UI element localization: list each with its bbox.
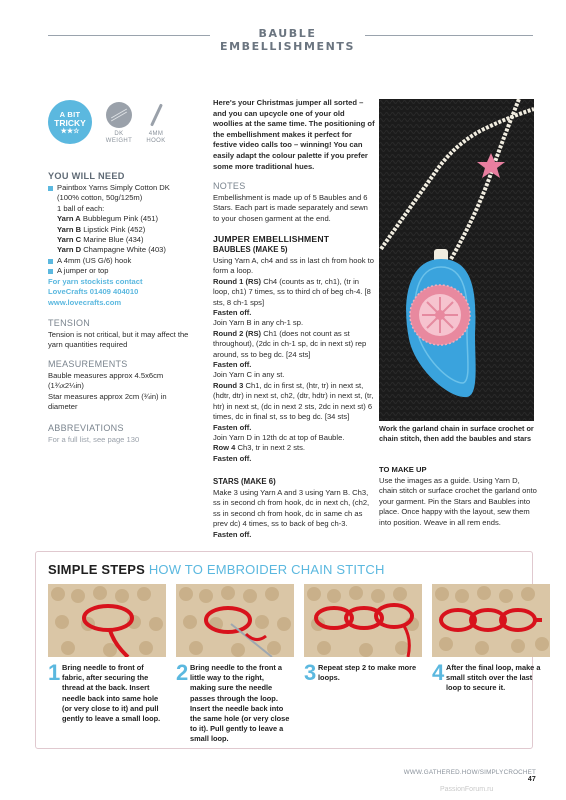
make-up-heading: TO MAKE UP	[379, 465, 427, 474]
round-2: Round 2 (RS) Ch1 (does not count as st throughout), (2dc in ch-1 sp, dc in next st) rep around, ss to beg dc. [24 sts]	[213, 328, 367, 359]
simple-steps-panel	[35, 551, 541, 749]
list-item: 1 ball of each:	[57, 203, 105, 213]
badge-line1: A BIT	[59, 110, 81, 119]
join-yarn-b: Join Yarn B in any ch-1 sp.	[213, 318, 304, 328]
crochet-hook-icon	[143, 102, 169, 128]
step-2-image	[176, 584, 294, 657]
page-footer	[400, 769, 536, 783]
step-2-text: Bring needle to the front a little way to the right, making sure the needle passes through the loop. Insert the needle back into the same hole (or very close to it). Pull gently to leave a small loop.	[190, 663, 290, 744]
step-1-image	[48, 584, 166, 657]
measurements-text: Bauble measures approx 4.5x6cm (1¾x2¼in) Star measures approx 2cm (¾in) in diameter	[48, 371, 167, 412]
fasten-off-3: Fasten off.	[213, 422, 252, 432]
footer-url[interactable]: WWW.GATHERED.HOW/SIMPLYCROCHET	[403, 769, 536, 776]
tension-heading: TENSION	[48, 318, 91, 328]
round-1: Round 1 (RS) Ch4 (counts as tr, ch1), (tr in loop, ch1) 7 times, ss to third ch of beg ch-4. [8 sts, 8 ch-1 sps]	[213, 276, 371, 307]
stars-fasten-off: Fasten off.	[213, 529, 252, 539]
step-3-text: Repeat step 2 to make more loops.	[318, 663, 417, 683]
bauble-illustration	[379, 99, 534, 421]
yarn-weight-label: DK WEIGHT	[105, 131, 133, 144]
stars-heading: STARS (MAKE 6)	[213, 477, 276, 486]
step-1-text: Bring needle to front of fabric, after securing the thread at the back. Insert needle back into same hole (or very close to it) and pull gently to leave a small loop.	[62, 663, 161, 724]
you-will-need-heading: YOU WILL NEED	[48, 171, 125, 181]
page-number: 47	[527, 776, 536, 783]
step-4-number: 4	[432, 660, 445, 685]
baubles-instructions	[213, 256, 376, 464]
difficulty-info	[48, 98, 208, 153]
yarn-c-item: Yarn C Marine Blue (434)	[57, 235, 144, 245]
baubles-heading: BAUBLES (MAKE 5)	[213, 245, 288, 254]
intro-text: Here's your Christmas jumper all sorted – and you can upcycle one of your old woollies at the same time. The positioning of the embellishment makes it perfect for festive video calls too – winning! You can easily adapt the colour palette if you prefer some more traditional hues.	[213, 98, 375, 171]
baubles-intro: Using Yarn A, ch4 and ss in last ch from hook to form a loop.	[213, 256, 374, 276]
list-item: A jumper or top	[48, 266, 208, 276]
stars-instructions	[213, 488, 376, 540]
star-rating-icon: ★★☆	[60, 128, 80, 135]
abbreviations-heading: ABBREVIATIONS	[48, 423, 124, 433]
row-4: Row 4 Ch3, tr in next 2 sts.	[213, 443, 306, 453]
materials-list	[48, 183, 208, 277]
step-3-image	[304, 584, 422, 657]
stockists-info	[48, 277, 208, 308]
page-header	[0, 25, 566, 53]
list-item: A 4mm (US G/6) hook	[48, 256, 208, 266]
notes-heading: NOTES	[213, 181, 246, 191]
header-rule-left	[48, 35, 210, 36]
notes-text: Embellishment is made up of 5 Baubles and 6 Stars. Each part is made separately and sewn to your chosen garment at the end.	[213, 193, 368, 223]
round-3: Round 3 Ch1, dc in first st, (htr, tr) in next st, (hdtr, dtr) in next st, ch2, (dtr, hdtr) in next st, (tr, htr) in next st, (dc in next 2 sts, 2dc in next st) 6 times, dc in final st, ss to beg dc. [34 sts]	[213, 380, 374, 422]
header-rule-right	[365, 35, 533, 36]
tension-text: Tension is not critical, but it may affect the yarn quantities required	[48, 330, 189, 350]
step-4-text: After the final loop, make a small stitch over the last loop to secure it.	[446, 663, 541, 693]
make-up-text: Use the images as a guide. Using Yarn D, chain stitch or surface crochet the garland onto your garment. Pin the Stars and Baubles into place. Once happy with the layout, sew them into position. Weave in all rem ends.	[379, 476, 537, 527]
fasten-off-1: Fasten off.	[213, 308, 252, 318]
photo-caption: Work the garland chain in surface crochet or chain stitch, then add the baubles and stars	[379, 424, 534, 443]
fasten-off-2: Fasten off.	[213, 360, 252, 370]
list-item: Paintbox Yarns Simply Cotton DK	[48, 183, 208, 193]
difficulty-badge	[48, 100, 92, 144]
jumper-heading: JUMPER EMBELLISHMENT	[213, 234, 330, 244]
simple-steps-title: SIMPLE STEPS HOW TO EMBROIDER CHAIN STITCH	[48, 562, 385, 577]
yarn-ball-icon	[106, 102, 132, 128]
bauble-photo	[379, 99, 534, 421]
join-yarn-c: Join Yarn C in any st.	[213, 370, 285, 380]
watermark: PassionForum.ru	[440, 786, 494, 793]
fasten-off-4: Fasten off.	[213, 453, 252, 463]
hook-size-label: 4MM HOOK	[146, 131, 166, 144]
step-4-image	[432, 584, 550, 657]
bauble-centre-dot	[435, 310, 445, 320]
stockists-phone: LoveCrafts 01409 404010	[48, 287, 139, 297]
yarn-b-item: Yarn B Lipstick Pink (452)	[57, 224, 146, 234]
yarn-a-item: Yarn A Bubblegum Pink (451)	[57, 214, 159, 224]
measurements-heading: MEASUREMENTS	[48, 359, 128, 369]
step-2-number: 2	[176, 660, 189, 685]
step-3-number: 3	[304, 660, 317, 685]
stockists-line: For yarn stockists contact	[48, 277, 143, 286]
stars-text: Make 3 using Yarn A and 3 using Yarn B. Ch3, ss in second ch from hook, dc in next ch, (ch2, ss in second ch from hook, dc in same ch as prev dc) 4 times, ss to back of beg ch-3.	[213, 488, 370, 529]
stockists-link[interactable]: www.lovecrafts.com	[48, 297, 122, 307]
yarn-d-item: Yarn D Champagne White (403)	[57, 245, 166, 255]
page-title: BAUBLE EMBELLISHMENTS	[219, 27, 356, 53]
badge-line2: TRICKY	[54, 118, 86, 128]
list-item: (100% cotton, 50g/125m)	[57, 193, 143, 203]
join-yarn-d: Join Yarn D in 12th dc at top of Bauble.	[213, 432, 345, 442]
step-1-number: 1	[48, 660, 61, 685]
abbreviations-text[interactable]: For a full list, see page 130	[48, 435, 140, 444]
